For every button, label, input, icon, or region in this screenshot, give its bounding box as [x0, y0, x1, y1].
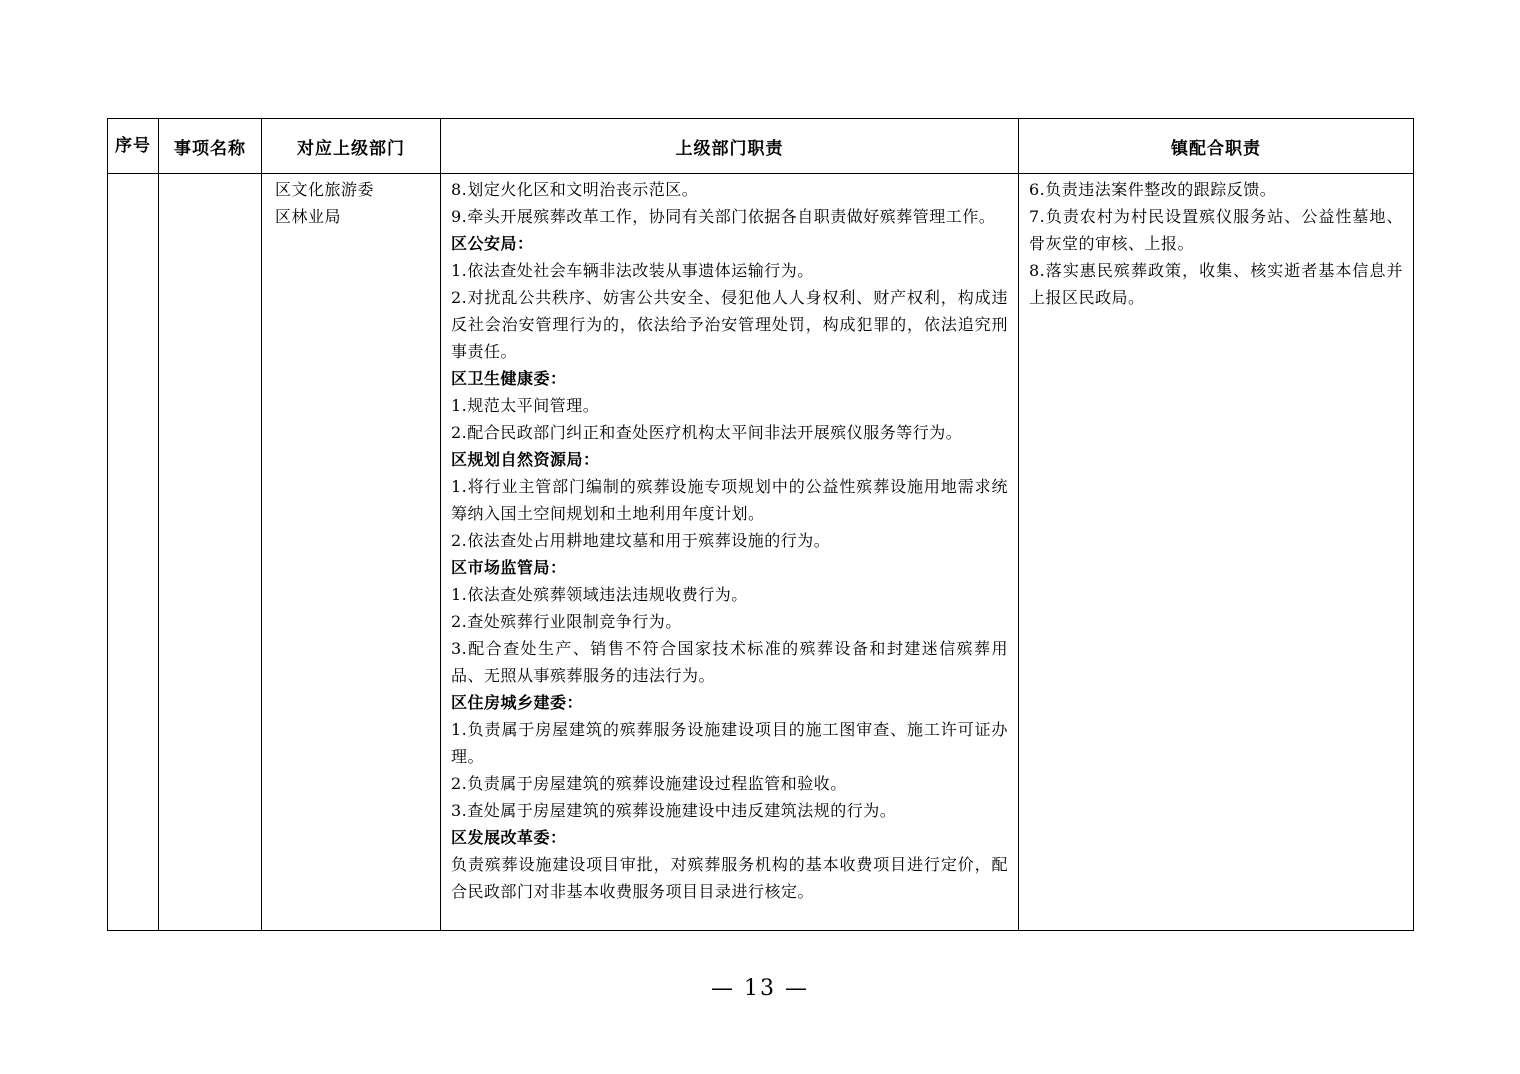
duty-line: 负责殡葬设施建设项目审批，对殡葬服务机构的基本收费项目进行定价，配合民政部门对非基本收费服务项目目录进行核定。 — [451, 855, 1008, 901]
page-number: — 13 — — [711, 976, 809, 1001]
duty-line: 3.配合查处生产、销售不符合国家技术标准的殡葬设备和封建迷信殡葬用品、无照从事殡葬服务的违法行为。 — [451, 639, 1008, 685]
dept-heading: 区市场监管局： — [451, 558, 567, 577]
town-duty-line: 8.落实惠民殡葬政策，收集、核实逝者基本信息并上报区民政局。 — [1029, 261, 1403, 307]
duty-line: 8.划定火化区和文明治丧示范区。 — [451, 180, 699, 199]
header-upper-dept: 对应上级部门 — [262, 119, 441, 174]
duty-line: 3.查处属于房屋建筑的殡葬设施建设中违反建筑法规的行为。 — [451, 801, 897, 820]
duty-line: 2.负责属于房屋建筑的殡葬设施建设过程监管和验收。 — [451, 774, 847, 793]
cell-upper-duty — [441, 174, 1019, 931]
dept-heading: 区卫生健康委： — [451, 369, 567, 388]
dept-heading: 区公安局： — [451, 234, 534, 253]
header-row — [108, 119, 1414, 174]
duty-line: 2.依法查处占用耕地建坟墓和用于殡葬设施的行为。 — [451, 531, 831, 550]
dept-heading: 区规划自然资源局： — [451, 450, 600, 469]
table-row — [108, 174, 1414, 931]
upper-dept-item: 区文化旅游委 — [275, 180, 375, 199]
dept-heading: 区发展改革委： — [451, 828, 567, 847]
cell-item-name — [159, 174, 262, 931]
upper-dept-item: 区林业局 — [275, 207, 342, 226]
duty-table — [107, 118, 1414, 931]
duty-line: 1.规范太平间管理。 — [451, 396, 600, 415]
town-duty-list — [1019, 174, 1413, 311]
dept-heading: 区住房城乡建委： — [451, 693, 584, 712]
header-item-name: 事项名称 — [159, 119, 262, 174]
header-seq: 序号 — [108, 119, 159, 174]
duty-line: 1.依法查处社会车辆非法改装从事遗体运输行为。 — [451, 261, 814, 280]
header-upper-duty: 上级部门职责 — [441, 119, 1019, 174]
duty-line: 1.负责属于房屋建筑的殡葬服务设施建设项目的施工图审查、施工许可证办理。 — [451, 720, 1008, 766]
town-duty-line: 7.负责农村为村民设置殡仪服务站、公益性墓地、骨灰堂的审核、上报。 — [1029, 207, 1403, 253]
duty-line: 9.牵头开展殡葬改革工作，协同有关部门依据各自职责做好殡葬管理工作。 — [451, 207, 996, 226]
cell-town-duty — [1019, 174, 1414, 931]
header-town-duty: 镇配合职责 — [1019, 119, 1414, 174]
duty-line: 2.查处殡葬行业限制竞争行为。 — [451, 612, 682, 631]
duty-line: 2.配合民政部门纠正和查处医疗机构太平间非法开展殡仪服务等行为。 — [451, 423, 963, 442]
town-duty-line: 6.负责违法案件整改的跟踪反馈。 — [1029, 180, 1277, 199]
duty-line: 1.依法查处殡葬领域违法违规收费行为。 — [451, 585, 748, 604]
cell-upper-dept — [262, 174, 441, 931]
duty-line: 2.对扰乱公共秩序、妨害公共安全、侵犯他人人身权利、财产权利，构成违反社会治安管理行为的，依法给予治安管理处罚，构成犯罪的，依法追究刑事责任。 — [451, 288, 1008, 361]
upper-duty-list — [441, 174, 1018, 905]
upper-dept-list — [262, 174, 440, 230]
cell-seq — [108, 174, 159, 931]
duty-line: 1.将行业主管部门编制的殡葬设施专项规划中的公益性殡葬设施用地需求统筹纳入国土空间规划和土地利用年度计划。 — [451, 477, 1008, 523]
